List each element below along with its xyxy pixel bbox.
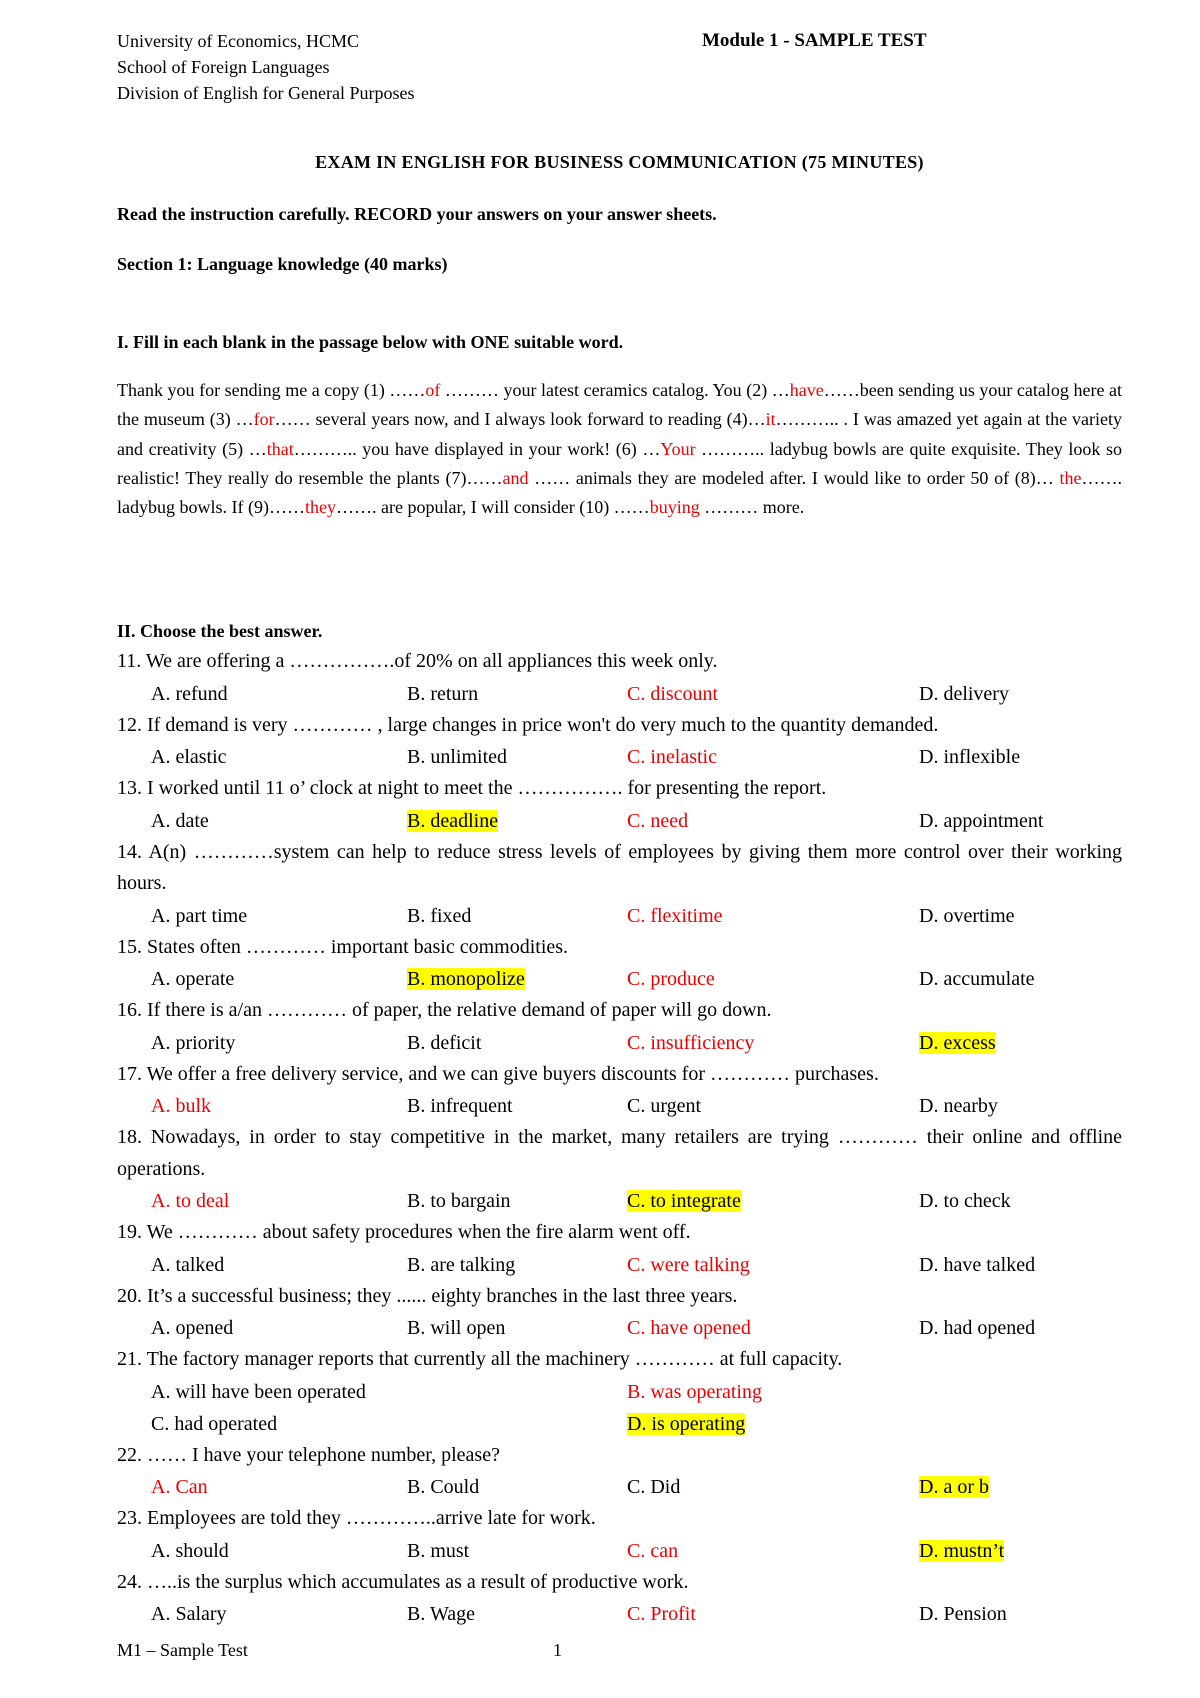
option-d: D. have talked	[919, 1253, 1036, 1276]
option-d: D. a or b	[919, 1476, 989, 1498]
university-name: University of Economics, HCMC	[117, 31, 359, 51]
passage-text: ……. are popular, I will consider (10) ……	[335, 497, 650, 518]
part2-heading: II. Choose the best answer.	[117, 621, 323, 641]
option-a: A. talked	[151, 1253, 225, 1276]
option-row	[117, 1408, 1122, 1440]
option-row	[117, 678, 1122, 710]
option-d: D. Pension	[919, 1603, 1007, 1625]
section-heading: Section 1: Language knowledge (40 marks)	[117, 254, 448, 274]
question-stem: 23. Employees are told they …………..arrive late for work.	[117, 1507, 596, 1529]
option-d: D. to check	[919, 1190, 1011, 1212]
question-stem: 13. I worked until 11 o’ clock at night to meet the ……………. for presenting the report.	[117, 777, 827, 799]
question-stem: 18. Nowadays, in order to stay competitive in the market, many retailers are trying ………… their online and offline operations.	[117, 1126, 1122, 1180]
option-a: A. opened	[151, 1317, 234, 1339]
option-row	[117, 1090, 1122, 1122]
option-a: A. will have been operated	[151, 1380, 366, 1403]
option-row	[117, 1535, 1122, 1567]
question-stem: 16. If there is a/an ………… of paper, the relative demand of paper will go down.	[117, 999, 772, 1021]
passage-text: ……….. . I was amazed yet again at the variety and creativity (5) …	[117, 409, 1122, 459]
option-b: B. to bargain	[407, 1190, 511, 1212]
question-item	[117, 1122, 1122, 1217]
option-b: B. Wage	[407, 1603, 476, 1625]
option-b: B. fixed	[407, 904, 472, 927]
option-a: A. date	[151, 809, 209, 832]
option-row	[117, 741, 1122, 773]
option-a: A. Can	[151, 1476, 208, 1498]
option-row	[117, 1249, 1122, 1281]
question-item	[117, 1217, 1122, 1281]
option-d: D. is operating	[627, 1412, 746, 1435]
instruction-line: Read the instruction carefully. RECORD your answers on your answer sheets.	[117, 204, 717, 224]
blank-answer: it	[765, 409, 776, 430]
option-row	[117, 1185, 1122, 1217]
part1-heading: I. Fill in each blank in the passage below with ONE suitable word.	[117, 332, 624, 352]
option-a: A. priority	[151, 1031, 236, 1054]
passage-text: ……. ladybug bowls. If (9)……	[117, 467, 1122, 518]
option-row	[117, 1471, 1122, 1503]
question-item	[117, 1567, 1122, 1631]
option-a: A. part time	[151, 904, 248, 927]
option-a: A. operate	[151, 968, 235, 990]
question-item	[117, 773, 1122, 837]
division-name: Division of English for General Purposes	[117, 83, 415, 103]
option-row	[117, 1027, 1122, 1059]
passage-text: …… animals they are modeled after. I would like to order 50 of (8)…	[528, 467, 1060, 488]
question-item	[117, 1440, 1122, 1504]
option-a: A. elastic	[151, 746, 227, 768]
question-stem: 24. …..is the surplus which accumulates as a result of productive work.	[117, 1570, 689, 1593]
passage-text: ……… more.	[699, 497, 805, 518]
module-label: Module 1 - SAMPLE TEST	[702, 30, 927, 51]
option-c: C. insufficiency	[627, 1031, 755, 1054]
option-a: A. to deal	[151, 1190, 230, 1212]
cloze-passage	[117, 376, 1122, 522]
option-d: D. inflexible	[919, 746, 1021, 768]
option-d: D. nearby	[919, 1095, 998, 1117]
option-a: A. should	[151, 1539, 229, 1562]
question-stem: 22. …… I have your telephone number, please?	[117, 1443, 500, 1466]
question-stem: 14. A(n) …………system can help to reduce stress levels of employees by giving them more control over their working hours.	[117, 840, 1122, 894]
option-b: B. deficit	[407, 1031, 482, 1054]
institution-header	[117, 28, 414, 106]
option-c: C. Did	[627, 1476, 681, 1498]
option-c: C. discount	[627, 682, 719, 705]
option-row	[117, 805, 1122, 837]
question-stem: 15. States often ………… important basic commodities.	[117, 935, 569, 958]
option-b: B. unlimited	[407, 746, 507, 768]
option-d: D. appointment	[919, 809, 1044, 832]
question-stem: 19. We ………… about safety procedures when the fire alarm went off.	[117, 1221, 691, 1243]
option-b: B. will open	[407, 1317, 506, 1339]
question-stem: 17. We offer a free delivery service, and we can give buyers discounts for ………… purchases.	[117, 1062, 879, 1085]
option-c: C. inelastic	[627, 746, 717, 768]
option-b: B. monopolize	[407, 968, 525, 990]
question-item	[117, 646, 1122, 710]
option-c: C. to integrate	[627, 1190, 741, 1212]
option-b: B. deadline	[407, 809, 499, 832]
passage-text: ……… your latest ceramics catalog. You (2) …	[440, 380, 790, 400]
option-c: C. had operated	[151, 1412, 278, 1435]
question-21	[117, 1344, 1122, 1440]
option-b: B. return	[407, 682, 479, 705]
option-b: B. are talking	[407, 1253, 516, 1276]
option-d: D. overtime	[919, 904, 1015, 927]
option-d: D. excess	[919, 1031, 996, 1054]
option-c: C. need	[627, 809, 689, 832]
option-row	[117, 1598, 1122, 1630]
option-a: A. refund	[151, 682, 228, 705]
option-row	[117, 1376, 1122, 1408]
passage-text: Thank you for sending me a copy (1) ……	[117, 380, 426, 400]
page-number: 1	[553, 1640, 562, 1660]
option-c: C. can	[627, 1539, 679, 1562]
option-a: A. Salary	[151, 1603, 227, 1625]
blank-answer: have	[789, 380, 824, 400]
question-list	[117, 646, 1122, 1344]
exam-title: EXAM IN ENGLISH FOR BUSINESS COMMUNICATION (75 MINUTES)	[315, 152, 924, 172]
blank-answer: Your	[660, 438, 696, 459]
question-stem: 11. We are offering a …………….of 20% on all appliances this week only.	[117, 650, 718, 672]
multiple-choice-section	[117, 616, 1122, 1630]
question-list	[117, 1440, 1122, 1631]
question-item	[117, 837, 1122, 932]
blank-answer: and	[502, 467, 529, 488]
passage-text: ……….. ladybug bowls are quite exquisite. They look so realistic! They really do resemble the plants (7)……	[117, 438, 1122, 488]
blank-answer: for	[253, 409, 275, 430]
option-row	[117, 1312, 1122, 1344]
passage-text: ……….. you have displayed in your work! (6) …	[293, 438, 661, 459]
passage-text: …… several years now, and I always look forward to reading (4)…	[274, 409, 766, 430]
question-item	[117, 995, 1122, 1059]
question-item	[117, 1281, 1122, 1345]
option-b: B. must	[407, 1539, 470, 1562]
passage-text: ……been sending us your catalog here at the museum (3) …	[117, 380, 1122, 430]
footer-label: M1 – Sample Test	[117, 1640, 248, 1660]
option-d: D. had opened	[919, 1317, 1036, 1339]
blank-answer: of	[425, 380, 441, 400]
option-c: C. produce	[627, 968, 715, 990]
option-c: C. were talking	[627, 1253, 750, 1276]
question-item	[117, 1059, 1122, 1123]
blank-answer: that	[266, 438, 294, 459]
question-stem: 20. It’s a successful business; they ...... eighty branches in the last three years.	[117, 1284, 738, 1307]
blank-answer: buying	[649, 497, 700, 518]
option-b: B. infrequent	[407, 1095, 513, 1117]
option-row	[117, 900, 1122, 932]
question-item	[117, 1503, 1122, 1567]
question-item	[117, 932, 1122, 996]
option-a: A. bulk	[151, 1095, 211, 1117]
question-item	[117, 710, 1122, 774]
blank-answer: they	[304, 497, 336, 518]
blank-answer: the	[1059, 467, 1082, 488]
option-row	[117, 963, 1122, 995]
option-d: D. accumulate	[919, 968, 1035, 990]
option-c: C. urgent	[627, 1095, 702, 1117]
option-d: D. delivery	[919, 682, 1009, 705]
question-stem: 12. If demand is very ………… , large changes in price won't do very much to the quantity demanded.	[117, 713, 939, 736]
school-name: School of Foreign Languages	[117, 57, 330, 77]
question-stem: 21. The factory manager reports that currently all the machinery ………… at full capacity.	[117, 1348, 843, 1370]
option-c: C. have opened	[627, 1317, 751, 1339]
option-c: C. flexitime	[627, 904, 723, 927]
option-b: B. was operating	[627, 1380, 762, 1403]
option-d: D. mustn’t	[919, 1539, 1005, 1562]
option-c: C. Profit	[627, 1603, 696, 1625]
option-b: B. Could	[407, 1476, 480, 1498]
